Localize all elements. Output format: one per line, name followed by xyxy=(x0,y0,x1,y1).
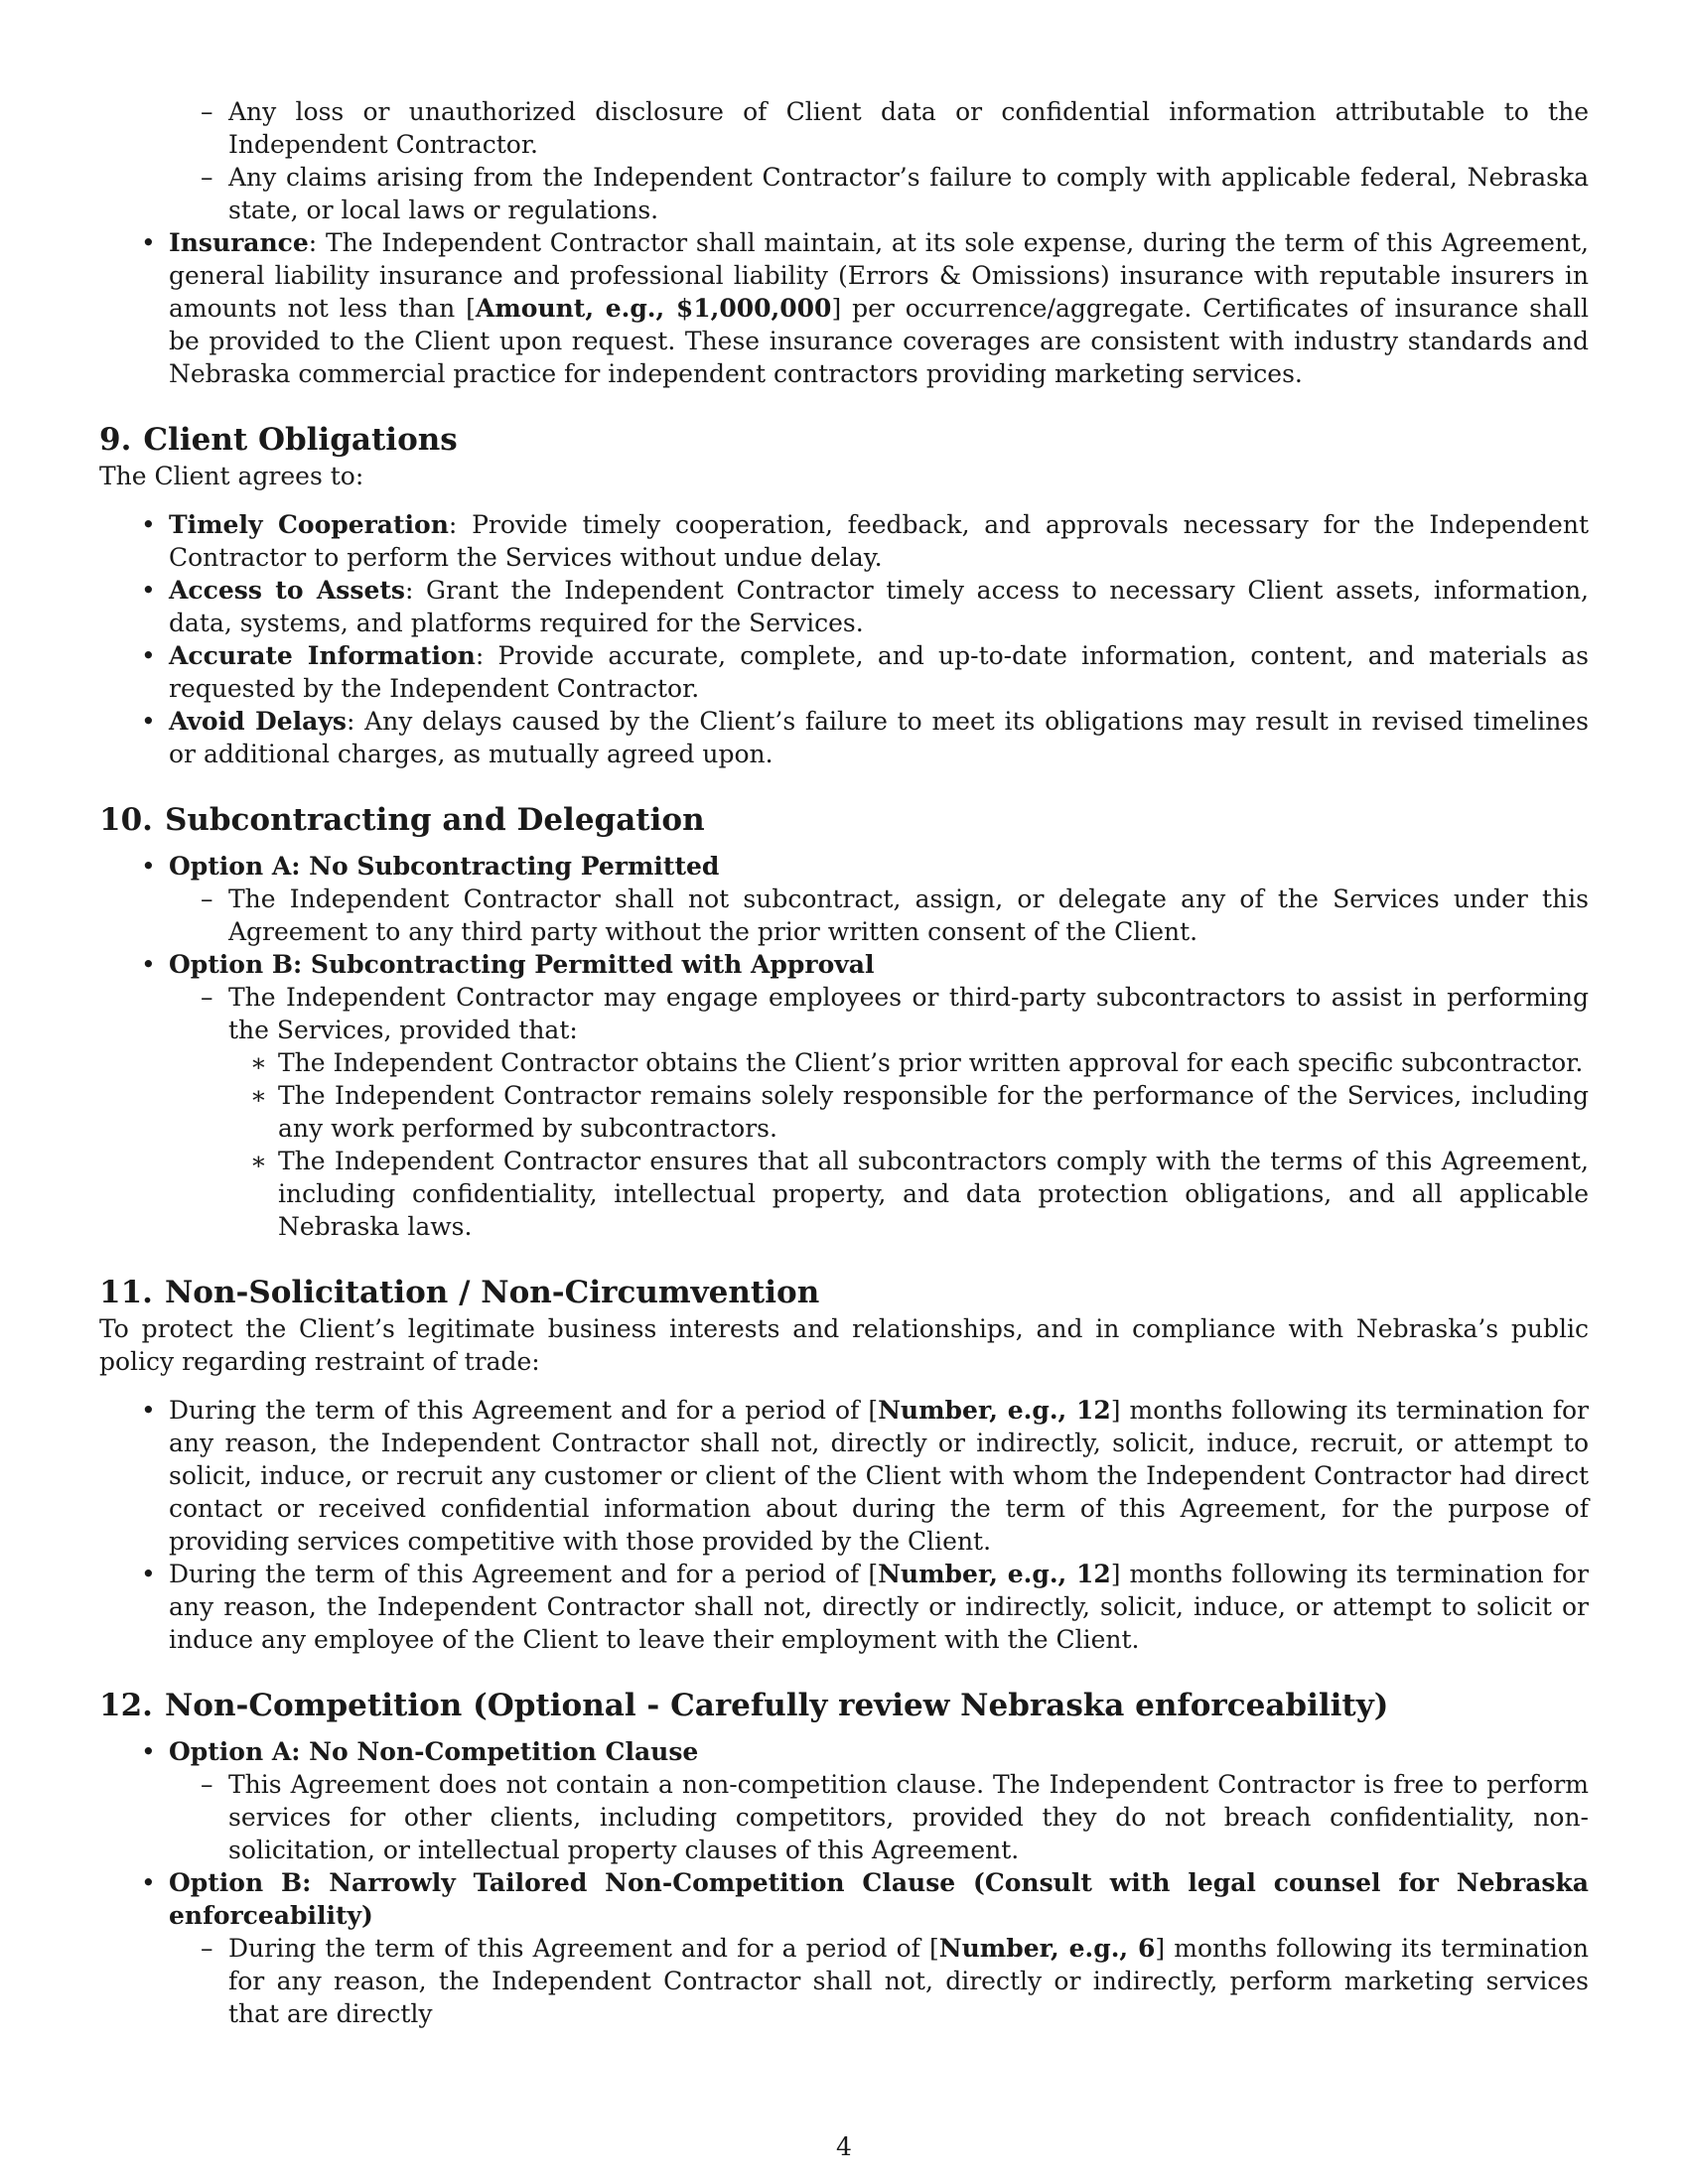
subcontracting-conditions xyxy=(228,1046,1589,1243)
list-item: • Timely Cooperation: Provide timely cooperation, feedback, and approvals necessary for the Independent Contractor to perform the Services without undue delay. xyxy=(99,508,1589,574)
insurance-label: Insurance xyxy=(169,228,309,257)
non-competition-options-list xyxy=(99,1735,1589,2030)
client-obligations-list xyxy=(99,508,1589,770)
non-solicitation-list xyxy=(99,1394,1589,1656)
list-item: • During the term of this Agreement and for a period of [Number, e.g., 12] months following its termination for any reason, the Independent Contractor shall not, directly or indirectly, solicit, induce, or attempt to solicit or induce any employee of the Client to leave their employment with the Client. xyxy=(99,1558,1589,1656)
insurance-list xyxy=(99,226,1589,390)
list-item: – Any claims arising from the Independent Contractor’s failure to comply with applicable federal, Nebraska state, or local laws or regulations. xyxy=(169,161,1589,226)
page-number: 4 xyxy=(836,2132,852,2161)
list-item: • Access to Assets: Grant the Independent Contractor timely access to necessary Client assets, information, data, systems, and platforms required for the Services. xyxy=(99,574,1589,639)
list-item: – The Independent Contractor may engage employees or third-party subcontractors to assist in performing the Services, provided that: ∗ The Independent Contractor obtains the Client’s prior written approval for each specific subcontractor. ∗ The Independent Contractor remains solely responsible for the performance of the Services, including any work performed by subcontractors. ∗ The Independent Contractor ensures that all subcontractors comply with the terms of this Agreement, including confidentiality, intellectual property, and data protection obligations, and all applicable Nebraska laws. xyxy=(169,981,1589,1243)
list-item: ∗ The Independent Contractor ensures that all subcontractors comply with the terms of this Agreement, including confidentiality, intellectual property, and data protection obligations, and all applicable Nebraska laws. xyxy=(228,1145,1589,1243)
list-item: – Any loss or unauthorized disclosure of Client data or confidential information attributable to the Independent Contractor. xyxy=(169,95,1589,161)
list-item: • During the term of this Agreement and for a period of [Number, e.g., 12] months following its termination for any reason, the Independent Contractor shall not, directly or indirectly, solicit, induce, recruit, or attempt to solicit, induce, or recruit any customer or client of the Client with whom the Independent Contractor had direct contact or received confidential information about during the term of this Agreement, for the purpose of providing services competitive with those provided by the Client. xyxy=(99,1394,1589,1558)
section-10-heading: 10. Subcontracting and Delegation xyxy=(99,802,705,838)
list-item: ∗ The Independent Contractor obtains the Client’s prior written approval for each specific subcontractor. xyxy=(228,1046,1589,1079)
non-competition-option-a: • Option A: No Non-Competition Clause – This Agreement does not contain a non-competition clause. The Independent Contractor is free to perform services for other clients, including competitors, provided they do not breach confidentiality, non-solicitation, or intellectual property clauses of this Agreement. xyxy=(99,1735,1589,1866)
indemnification-continuation-list xyxy=(169,95,1589,226)
section-9-intro: The Client agrees to: xyxy=(99,462,364,490)
page-content xyxy=(99,95,1589,2030)
list-item: • Avoid Delays: Any delays caused by the Client’s failure to meet its obligations may result in revised timelines or additional charges, as mutually agreed upon. xyxy=(99,705,1589,770)
insurance-clause: • Insurance: The Independent Contractor shall maintain, at its sole expense, during the term of this Agreement, general liability insurance and professional liability (Errors & Omissions) insurance with reputable insurers in amounts not less than [Amount, e.g., $1,000,000] per occurrence/aggregate. Certificates of insurance shall be provided to the Client upon request. These insurance coverages are consistent with industry standards and Nebraska commercial practice for independent contractors providing marketing services. xyxy=(99,226,1589,390)
subcontracting-option-a: • Option A: No Subcontracting Permitted – The Independent Contractor shall not subcontract, assign, or delegate any of the Services under this Agreement to any third party without the prior written consent of the Client. xyxy=(99,850,1589,948)
non-competition-option-b: • Option B: Narrowly Tailored Non-Competition Clause (Consult with legal counsel for Nebraska enforceability) – During the term of this Agreement and for a period of [Number, e.g., 6] months following its termination for any reason, the Independent Contractor shall not, directly or indirectly, perform marketing services that are directly xyxy=(99,1866,1589,2030)
subcontracting-options-list xyxy=(99,850,1589,1243)
section-11-heading: 11. Non-Solicitation / Non-Circumvention xyxy=(99,1275,820,1310)
list-item: – During the term of this Agreement and for a period of [Number, e.g., 6] months following its termination for any reason, the Independent Contractor shall not, directly or indirectly, perform marketing services that are directly xyxy=(169,1932,1589,2030)
section-12-heading: 12. Non-Competition (Optional - Carefully review Nebraska enforceability) xyxy=(99,1688,1389,1723)
section-11-intro: To protect the Client’s legitimate business interests and relationships, and in compliance with Nebraska’s public policy regarding restraint of trade: xyxy=(99,1314,1589,1376)
list-item: – This Agreement does not contain a non-competition clause. The Independent Contractor is free to perform services for other clients, including competitors, provided they do not breach confidentiality, non-solicitation, or intellectual property clauses of this Agreement. xyxy=(169,1768,1589,1866)
list-item: ∗ The Independent Contractor remains solely responsible for the performance of the Services, including any work performed by subcontractors. xyxy=(228,1079,1589,1145)
section-9-heading: 9. Client Obligations xyxy=(99,422,458,458)
list-item: – The Independent Contractor shall not subcontract, assign, or delegate any of the Services under this Agreement to any third party without the prior written consent of the Client. xyxy=(169,883,1589,948)
subcontracting-option-b: • Option B: Subcontracting Permitted with Approval – The Independent Contractor may engage employees or third-party subcontractors to assist in performing the Services, provided that: ∗ The Independent Contractor obtains the Client’s prior written approval for each specific subcontractor. ∗ The Independent Contractor remains solely responsible for the performance of the Services, including any work performed by subcontractors. ∗ The Independent Contractor ensures that all subcontractors comply with the terms of this Agreement, including confidentiality, intellectual property, and data protection obligations, and all applicable Nebraska laws. xyxy=(99,948,1589,1243)
list-item: • Accurate Information: Provide accurate, complete, and up-to-date information, content, and materials as requested by the Independent Contractor. xyxy=(99,639,1589,705)
insurance-amount-placeholder: Amount, e.g., $1,000,000 xyxy=(475,294,832,323)
